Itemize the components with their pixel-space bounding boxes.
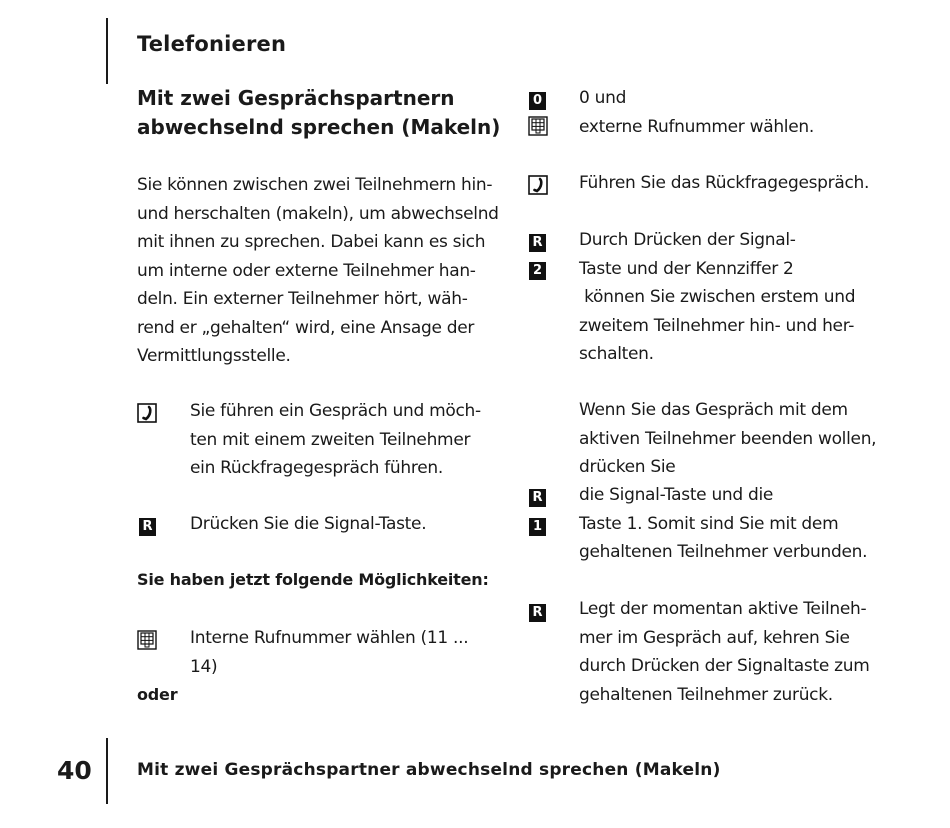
text-line: schalten. xyxy=(579,344,654,364)
step-zero-text: 0 und xyxy=(579,88,627,108)
handset-icon xyxy=(528,175,548,195)
header-rule xyxy=(106,18,108,84)
options-heading: Sie haben jetzt folgende Möglichkeiten: xyxy=(137,570,489,589)
page-number: 40 xyxy=(57,756,92,785)
step-auflegen-text xyxy=(579,595,909,709)
step-end-text xyxy=(579,481,909,567)
step-end-intro-text xyxy=(579,396,909,482)
two-key-icon: 2 xyxy=(529,262,546,280)
text-line: Taste und der Kennziffer 2 xyxy=(579,258,794,279)
keypad-icon xyxy=(528,116,548,136)
footer-title: Mit zwei Gesprächspartner abwechselnd sprechen (Makeln) xyxy=(137,760,721,780)
footer-rule xyxy=(106,738,108,804)
text-line: mit ihnen zu sprechen. Dabei kann es sich xyxy=(137,232,486,252)
intro-paragraph xyxy=(137,171,507,371)
text-line: rend er „gehalten“ wird, eine Ansage der xyxy=(137,317,475,338)
heading-line-1: Mit zwei Gesprächspartnern xyxy=(137,86,455,110)
r-key-icon: R xyxy=(139,518,156,536)
text-line: und herschalten (makeln), um abwechselnd xyxy=(137,203,499,224)
text-line: zweitem Teilnehmer hin- und her- xyxy=(579,315,855,336)
text-line: die Signal-Taste und die xyxy=(579,485,774,505)
step-makeln-text xyxy=(579,226,899,369)
text-line: Vermittlungsstelle. xyxy=(137,346,291,366)
text-line: durch Drücken der Signaltaste zum xyxy=(579,656,870,676)
text-line: Interne Rufnummer wählen (11 ... xyxy=(190,628,469,648)
step-handset-text xyxy=(190,397,510,483)
text-line: deln. Ein externer Teilnehmer hört, wäh- xyxy=(137,289,468,309)
text-line: Taste 1. Somit sind Sie mit dem xyxy=(579,513,839,534)
text-line: ein Rückfragegespräch führen. xyxy=(190,458,443,478)
text-line: 14) xyxy=(190,656,218,677)
text-line: um interne oder externe Teilnehmer han- xyxy=(137,260,476,281)
step-extern-text: externe Rufnummer wählen. xyxy=(579,117,814,137)
text-line: drücken Sie xyxy=(579,457,676,477)
text-line: Sie führen ein Gespräch und möch- xyxy=(190,401,481,421)
text-line: Legt der momentan aktive Teilneh- xyxy=(579,599,867,619)
text-line: mer im Gespräch auf, kehren Sie xyxy=(579,627,850,648)
text-line: Wenn Sie das Gespräch mit dem xyxy=(579,400,848,420)
text-line: gehaltenen Teilnehmer zurück. xyxy=(579,684,833,705)
text-line: gehaltenen Teilnehmer verbunden. xyxy=(579,542,868,562)
text-line: aktiven Teilnehmer beenden wollen, xyxy=(579,428,877,449)
text-line: ten mit einem zweiten Teilnehmer xyxy=(190,429,471,450)
r-key-icon: R xyxy=(529,604,546,622)
heading-line-2: abwechselnd sprechen (Makeln) xyxy=(137,115,501,139)
zero-key-icon: 0 xyxy=(529,92,546,110)
text-line: Durch Drücken der Signal- xyxy=(579,230,796,250)
handset-icon xyxy=(137,403,157,423)
page-heading xyxy=(137,84,517,142)
step-rueck-text: Führen Sie das Rückfragegespräch. xyxy=(579,173,870,193)
keypad-icon xyxy=(137,630,157,650)
r-key-icon: R xyxy=(529,234,546,252)
one-key-icon: 1 xyxy=(529,518,546,536)
r-key-icon: R xyxy=(529,489,546,507)
step-signal-text: Drücken Sie die Signal-Taste. xyxy=(190,514,427,534)
text-line: können Sie zwischen erstem und xyxy=(579,287,856,307)
section-title: Telefonieren xyxy=(137,32,287,56)
text-line: Sie können zwischen zwei Teilnehmern hin- xyxy=(137,175,493,195)
oder-label: oder xyxy=(137,685,178,704)
step-internal-text xyxy=(190,624,510,681)
